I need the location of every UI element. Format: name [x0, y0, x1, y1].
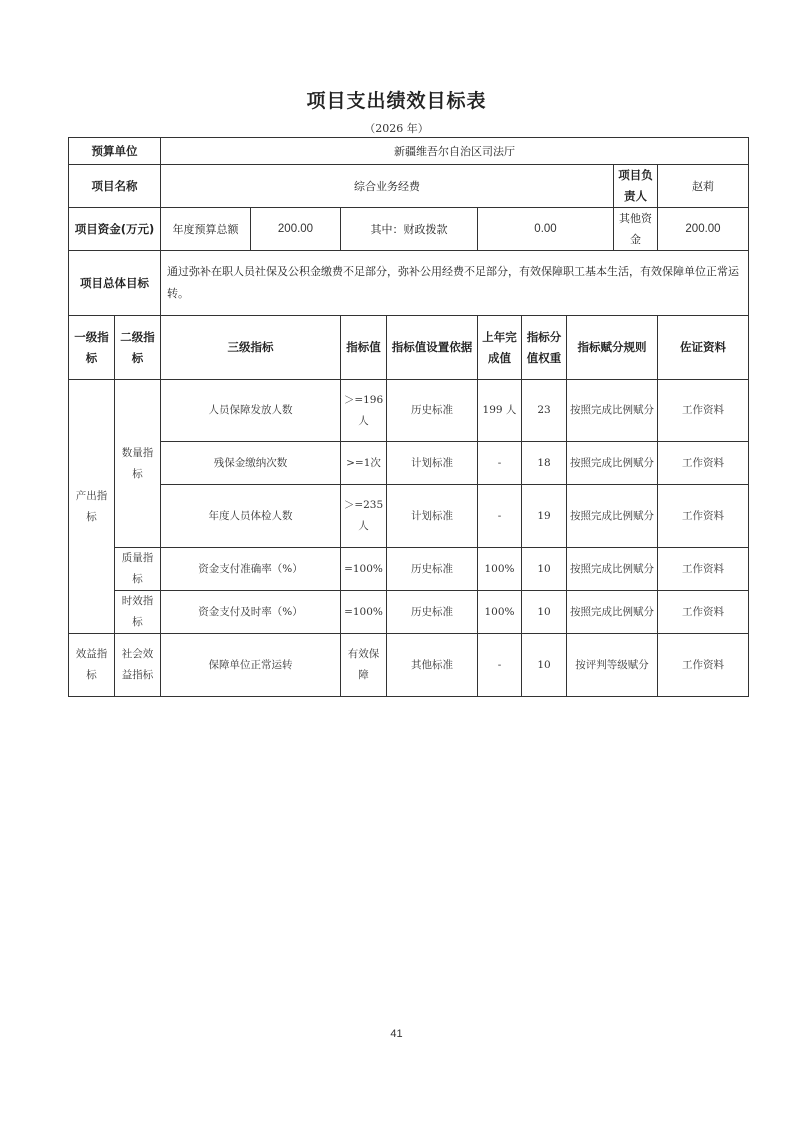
group-timeliness: 时效指标	[115, 591, 161, 634]
budget-unit-label: 预算单位	[69, 138, 161, 165]
project-name-row	[69, 165, 749, 208]
indicator-evidence: 工作资料	[658, 442, 749, 485]
header-last-year: 上年完成值	[478, 316, 522, 380]
other-funds-label: 其他资金	[614, 208, 658, 251]
indicator-value: ＞=235人	[341, 485, 387, 548]
indicator-evidence: 工作资料	[658, 485, 749, 548]
project-funds-row	[69, 208, 749, 251]
group-quantity: 数量指标	[115, 380, 161, 548]
indicator-rule: 按照完成比例赋分	[567, 380, 658, 442]
fiscal-value: 0.00	[478, 208, 614, 251]
table-row	[69, 634, 749, 697]
page-title: 项目支出绩效目标表	[306, 90, 487, 112]
indicator-basis: 计划标准	[387, 442, 478, 485]
indicator-value: ＞=196人	[341, 380, 387, 442]
project-name-label: 项目名称	[69, 165, 161, 208]
indicator-name: 资金支付及时率（%）	[161, 591, 341, 634]
indicator-weight: 10	[522, 634, 567, 697]
indicator-evidence: 工作资料	[658, 380, 749, 442]
indicator-weight: 18	[522, 442, 567, 485]
indicator-evidence: 工作资料	[658, 634, 749, 697]
header-level3: 三级指标	[161, 316, 341, 380]
overall-goal-label: 项目总体目标	[69, 251, 161, 316]
indicator-last-year: 100%	[478, 591, 522, 634]
year-subtitle: （2026 年）	[364, 122, 429, 135]
indicator-weight: 10	[522, 548, 567, 591]
fiscal-label: 其中：财政拨款	[341, 208, 478, 251]
table-row	[69, 548, 749, 591]
indicator-name: 资金支付准确率（%）	[161, 548, 341, 591]
annual-total-label: 年度预算总额	[161, 208, 251, 251]
other-funds-value: 200.00	[658, 208, 749, 251]
header-value: 指标值	[341, 316, 387, 380]
indicator-last-year: 199 人	[478, 380, 522, 442]
indicator-rule: 按评判等级赋分	[567, 634, 658, 697]
project-leader-value: 赵莉	[658, 165, 749, 208]
indicator-basis: 历史标准	[387, 380, 478, 442]
project-funds-label: 项目资金(万元)	[69, 208, 161, 251]
indicator-value: 有效保障	[341, 634, 387, 697]
indicator-rule: 按照完成比例赋分	[567, 442, 658, 485]
indicator-weight: 10	[522, 591, 567, 634]
header-basis: 指标值设置依据	[387, 316, 478, 380]
overall-goal-text: 通过弥补在职人员社保及公积金缴费不足部分，弥补公用经费不足部分，有效保障职工基本生活，有效保障单位正常运转。	[161, 251, 749, 316]
table-row	[69, 485, 749, 548]
header-weight: 指标分值权重	[522, 316, 567, 380]
indicator-name: 残保金缴纳次数	[161, 442, 341, 485]
header-level1: 一级指标	[69, 316, 115, 380]
budget-unit-value: 新疆维吾尔自治区司法厅	[161, 138, 749, 165]
performance-goals-table	[68, 137, 749, 697]
indicator-name: 人员保障发放人数	[161, 380, 341, 442]
indicator-last-year: -	[478, 634, 522, 697]
group-output: 产出指标	[69, 380, 115, 634]
annual-total-value: 200.00	[251, 208, 341, 251]
indicator-rule: 按照完成比例赋分	[567, 485, 658, 548]
indicator-basis: 历史标准	[387, 591, 478, 634]
table-row	[69, 591, 749, 634]
indicator-rule: 按照完成比例赋分	[567, 591, 658, 634]
indicator-name: 保障单位正常运转	[161, 634, 341, 697]
table-row	[69, 442, 749, 485]
indicator-last-year: -	[478, 485, 522, 548]
indicator-weight: 23	[522, 380, 567, 442]
group-quality: 质量指标	[115, 548, 161, 591]
indicator-basis: 计划标准	[387, 485, 478, 548]
header-level2: 二级指标	[115, 316, 161, 380]
indicator-evidence: 工作资料	[658, 591, 749, 634]
project-leader-label: 项目负责人	[614, 165, 658, 208]
indicator-basis: 历史标准	[387, 548, 478, 591]
group-benefit: 效益指标	[69, 634, 115, 697]
page-number: 41	[390, 1028, 403, 1040]
indicator-value: =100%	[341, 591, 387, 634]
indicator-last-year: -	[478, 442, 522, 485]
indicator-name: 年度人员体检人数	[161, 485, 341, 548]
project-name-value: 综合业务经费	[161, 165, 614, 208]
overall-goal-row	[69, 251, 749, 316]
indicator-value: >=1次	[341, 442, 387, 485]
budget-unit-row	[69, 138, 749, 165]
indicator-header-row	[69, 316, 749, 380]
indicator-value: =100%	[341, 548, 387, 591]
indicator-rule: 按照完成比例赋分	[567, 548, 658, 591]
indicator-weight: 19	[522, 485, 567, 548]
table-row	[69, 380, 749, 442]
header-rule: 指标赋分规则	[567, 316, 658, 380]
indicator-evidence: 工作资料	[658, 548, 749, 591]
header-evidence: 佐证资料	[658, 316, 749, 380]
indicator-last-year: 100%	[478, 548, 522, 591]
group-social-benefit: 社会效益指标	[115, 634, 161, 697]
indicator-basis: 其他标准	[387, 634, 478, 697]
